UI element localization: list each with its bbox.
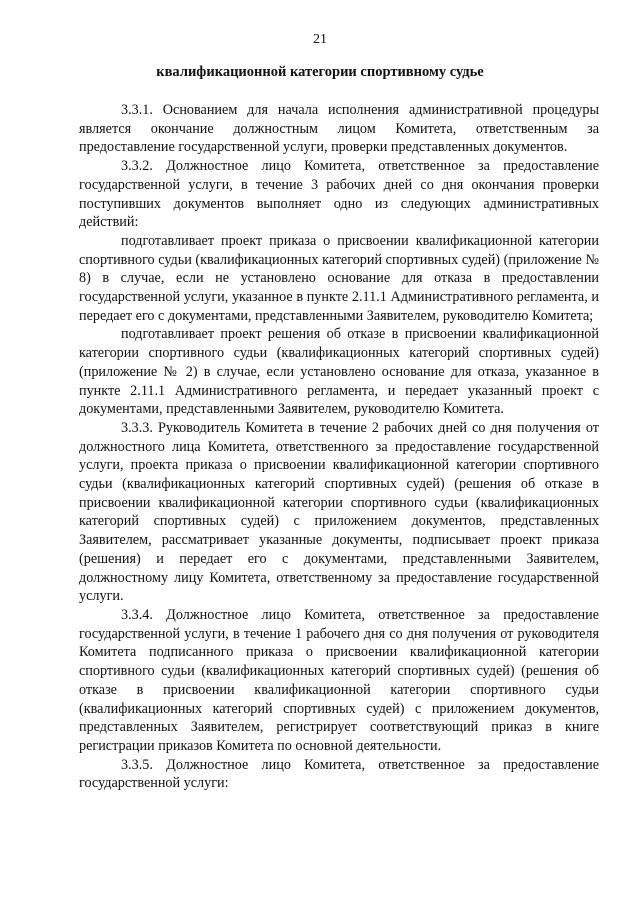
section-heading: квалификационной категории спортивному судье <box>156 64 484 80</box>
paragraph-option-refuse: подготавливает проект решения об отказе в присвоении квалификационной категории спортивного судьи (квалификационных категорий спортивных судей) (приложение № 2) в случае, если установлено основание для отказа, указанное в пункте 2.11.1 Административного регламента, и передает указанный проект с документами, представленными Заявителем, руководителю Комитета. <box>79 326 599 418</box>
page-number: 21 <box>313 32 327 47</box>
paragraph-3-3-3: 3.3.3. Руководитель Комитета в течение 2 рабочих дней со дня получения от должностного лица Комитета, ответственного за предоставление государственной услуги, проекта приказа о присвоении квалификационной категории спортивного судьи (квалификационных категорий спортивных судей) (решения об отказе в присвоении квалификационной категории спортивного судьи (квалификационных категорий спортивных судей) с приложением документов, представленных Заявителем, рассматривает указанные документы, подписывает проект приказа (решения) и передает его с документами, представленными Заявителем, должностному лицу Комитета, ответственному за предоставление государственной услуги. <box>79 419 599 605</box>
paragraph-3-3-5: 3.3.5. Должностное лицо Комитета, ответственное за предоставление государственной услуги: <box>79 756 599 792</box>
document-body <box>79 101 599 793</box>
paragraph-3-3-4: 3.3.4. Должностное лицо Комитета, ответственное за предоставление государственной услуги, в течение 1 рабочего дня со дня получения от руководителя Комитета подписанного приказа о присвоении квалификационной категории спортивного судьи (квалификационных категорий спортивных судей) (решения об отказе в присвоении квалификационной категории спортивного судьи (квалификационных категорий спортивных судей) с приложением документов, представленных Заявителем, регистрирует соответствующий приказ в книге регистрации приказов Комитета по основной деятельности. <box>79 606 599 754</box>
paragraph-3-3-2: 3.3.2. Должностное лицо Комитета, ответственное за предоставление государственной услуги, в течение 3 рабочих дней со дня окончания проверки поступивших документов выполняет одно из следующих административных действий: <box>79 158 599 231</box>
paragraph-3-3-1: 3.3.1. Основанием для начала исполнения административной процедуры является окончание должностным лицом Комитета, ответственным за предоставление государственной услуги, проверки представленных документов. <box>79 102 599 156</box>
paragraph-option-approve: подготавливает проект приказа о присвоении квалификационной категории спортивного судьи (квалификационных категорий спортивных судей) (приложение № 8) в случае, если не установлено основание для отказа в предоставлении государственной услуги, указанное в пункте 2.11.1 Административного регламента, и передает его с документами, представленными Заявителем, руководителю Комитета; <box>79 232 599 324</box>
